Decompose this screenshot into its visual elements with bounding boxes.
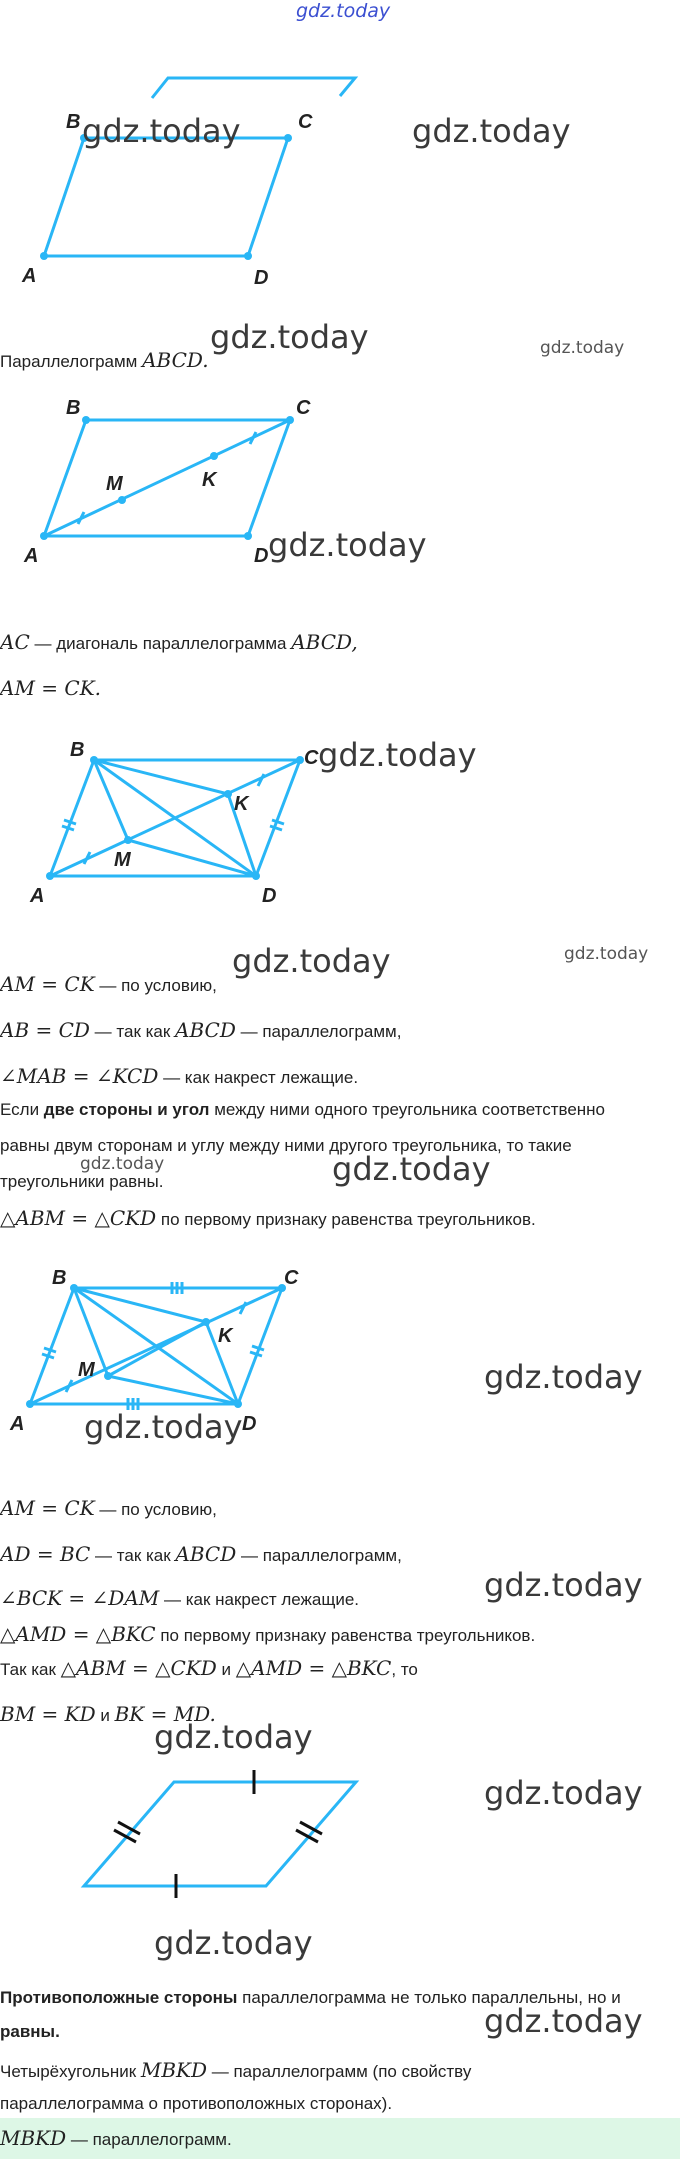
label-b: B <box>52 1267 67 1289</box>
math: ABCD. <box>142 348 209 372</box>
watermark: gdz.today <box>268 526 427 564</box>
math: AB = CD <box>0 1018 90 1042</box>
figure-parallelogram-abcd <box>0 70 380 290</box>
text-bold: Противоположные стороны <box>0 1988 238 2007</box>
text-line <box>0 1064 680 1088</box>
label-k: K <box>218 1325 233 1347</box>
text-line <box>0 676 680 700</box>
label-a: A <box>24 545 39 567</box>
label-m: M <box>106 473 123 495</box>
text-line <box>0 1622 680 1646</box>
label-a: A <box>22 265 37 287</box>
watermark: gdz.today <box>484 1566 643 1604</box>
watermark: gdz.today <box>540 338 625 358</box>
watermark: gdz.today <box>82 112 241 150</box>
text-line: равны двум сторонам и углу между ними другого треугольника, то такие <box>0 1136 572 1155</box>
watermark: gdz.today <box>332 1150 491 1188</box>
math: △ABM = △CKD <box>0 1206 157 1230</box>
top-watermark: gdz.today <box>296 0 391 22</box>
math: BM = KD <box>0 1702 96 1726</box>
label-c: C <box>284 1267 299 1289</box>
answer-line <box>0 2126 680 2150</box>
text: по первому признаку равенства треугольников. <box>155 1626 536 1645</box>
text: — так как <box>90 1546 176 1565</box>
text: Параллелограмм <box>0 352 143 371</box>
text: — по условию, <box>94 1500 217 1519</box>
label-k: K <box>202 469 217 491</box>
label-a: A <box>30 885 45 907</box>
text: параллелограмма не только параллельны, но и <box>237 1988 621 2007</box>
text: — параллелограмм. <box>66 2130 232 2149</box>
text: — параллелограмм, <box>235 1022 402 1041</box>
label-c: C <box>304 747 319 769</box>
text: — как накрест лежащие. <box>158 1068 359 1087</box>
math: △AMD = △BKC <box>0 1622 156 1646</box>
math: AC <box>0 630 30 654</box>
text-line <box>0 630 680 654</box>
text: — как накрест лежащие. <box>159 1590 360 1609</box>
text-line <box>0 1656 680 1680</box>
label-b: B <box>66 111 81 133</box>
label-m: M <box>78 1359 95 1381</box>
text-line <box>0 972 680 996</box>
watermark: gdz.today <box>484 1774 643 1812</box>
watermark: gdz.today <box>210 318 369 356</box>
text: — параллелограмм (по свойству <box>207 2062 472 2081</box>
math: AM = CK. <box>0 676 101 700</box>
math: ∠BCK = ∠DAM <box>0 1586 160 1610</box>
text: между ними одного треугольника соответственно <box>209 1100 606 1119</box>
math: △ABM = △CKD <box>60 1656 217 1680</box>
text-line <box>0 1496 680 1520</box>
text: — диагональ параллелограмма <box>29 634 292 653</box>
text: Четырёхугольник <box>0 2062 141 2081</box>
text-line <box>0 1586 680 1610</box>
text: и <box>216 1660 236 1679</box>
label-k: K <box>234 793 249 815</box>
text: — параллелограмм, <box>236 1546 402 1565</box>
watermark: gdz.today <box>232 942 391 980</box>
label-m: M <box>114 849 131 871</box>
math: AM = CK <box>0 1496 95 1520</box>
watermark: gdz.today <box>412 112 571 150</box>
figure-triangles-abm-ckd <box>0 734 330 914</box>
text: — так как <box>89 1022 176 1041</box>
text: — по условию, <box>94 976 217 995</box>
label-d: D <box>254 267 269 289</box>
text-line <box>0 1206 680 1230</box>
figure-parallelogram-equal-sides <box>60 1770 380 1900</box>
math: ABCD <box>175 1018 236 1042</box>
text: Так как <box>0 1660 61 1679</box>
text-bold: две стороны и угол <box>43 1100 210 1119</box>
watermark: gdz.today <box>318 736 477 774</box>
math: MBKD <box>0 2126 67 2150</box>
math: AD = BC <box>0 1542 91 1566</box>
watermark: gdz.today <box>484 2002 643 2040</box>
text-line <box>0 348 680 372</box>
label-b: B <box>66 397 81 419</box>
text-line <box>0 1100 680 1120</box>
text: , то <box>391 1660 418 1679</box>
math: ABCD <box>175 1542 237 1566</box>
label-c: C <box>298 111 313 133</box>
math: △AMD = △BKC <box>235 1656 392 1680</box>
watermark: gdz.today <box>84 1408 243 1446</box>
label-b: B <box>70 739 85 761</box>
label-d: D <box>254 545 269 567</box>
math: ABCD, <box>291 630 358 654</box>
text: и <box>95 1706 115 1725</box>
text-line: равны. <box>0 2022 60 2041</box>
watermark: gdz.today <box>154 1718 313 1756</box>
math: MBKD <box>140 2058 208 2082</box>
text-line <box>0 2058 680 2082</box>
text-line <box>0 1702 680 1726</box>
watermark: gdz.today <box>80 1154 165 1174</box>
text: по первому признаку равенства треугольников. <box>156 1210 536 1229</box>
text-line <box>0 1018 680 1042</box>
label-d: D <box>242 1413 257 1435</box>
watermark: gdz.today <box>484 1358 643 1396</box>
math: AM = CK <box>0 972 95 996</box>
text-line: параллелограмма о противоположных сторонах). <box>0 2094 393 2113</box>
watermark: gdz.today <box>564 944 649 964</box>
label-c: C <box>296 397 311 419</box>
label-d: D <box>262 885 277 907</box>
text-line: треугольники равны. <box>0 1172 164 1191</box>
math: ∠MAB = ∠KCD <box>0 1064 159 1088</box>
label-a: A <box>10 1413 25 1435</box>
math: BK = MD. <box>114 1702 216 1726</box>
watermark: gdz.today <box>154 1924 313 1962</box>
text-line <box>0 1542 680 1566</box>
text: Если <box>0 1100 44 1119</box>
